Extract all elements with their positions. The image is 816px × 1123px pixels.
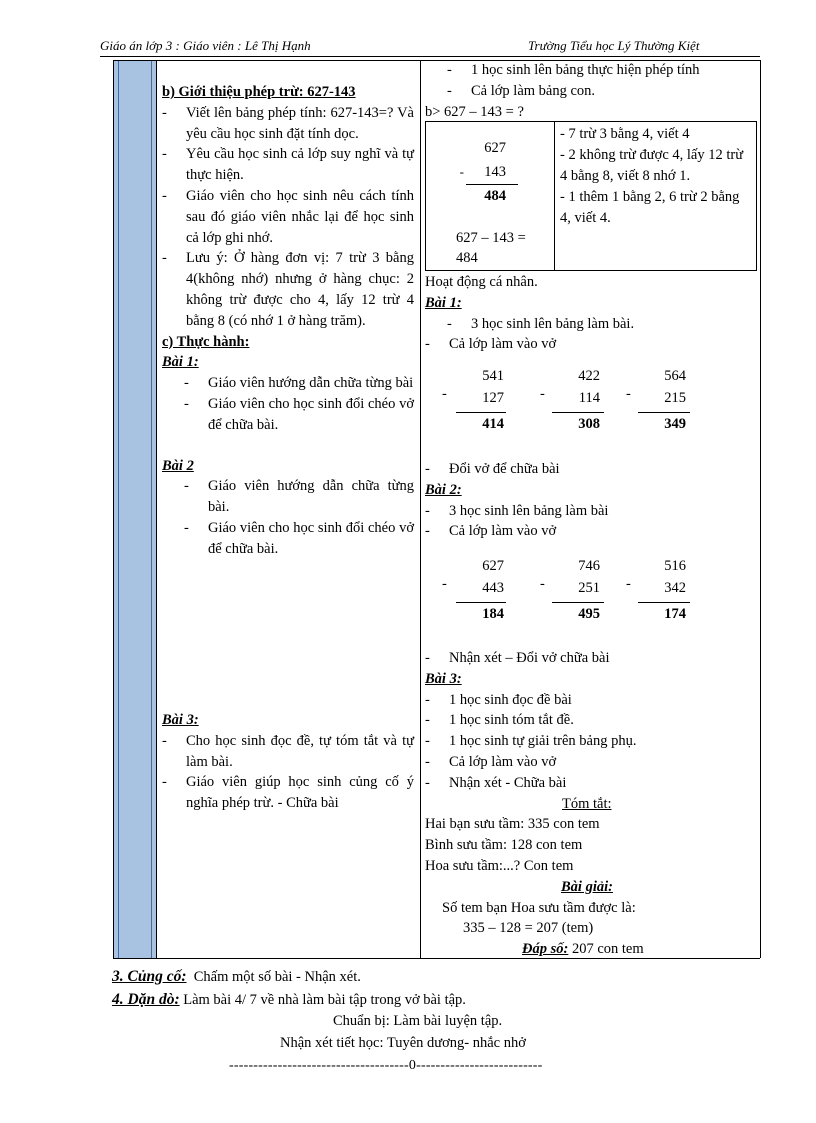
stripe-inner-border: [118, 60, 152, 958]
student-bai3: [425, 648, 760, 960]
list-item: - Cả lớp làm vào vở: [425, 523, 557, 540]
list-item: - 1 học sinh tự giải trên bảng phụ.: [425, 733, 637, 750]
student-bai2: [425, 459, 760, 542]
equation-result: 484: [456, 250, 478, 266]
list-item: - Giáo viên giúp học sinh củng cố ý nghĩa phép trừ. - Chữa bài: [162, 774, 414, 812]
tom-tat-label: Tóm tắt:: [562, 795, 612, 812]
list-item: - Viết lên bảng phép tính: 627-143=? Và yêu cầu học sinh đặt tính dọc.: [162, 104, 414, 142]
list-item: - 3 học sinh lên bảng làm bài: [425, 502, 609, 519]
list-item: - Giáo viên cho học sinh nêu cách tính sau đó giáo viên nhắc lại để học sinh cả lớp ghi nhớ.: [162, 187, 414, 246]
hoat-dong: Hoạt động cá nhân.: [425, 274, 538, 290]
list-item: - Nhận xét – Đổi vở chữa bài: [425, 650, 610, 666]
table-right-border: [760, 60, 761, 958]
list-item: - Cả lớp làm vào vở: [425, 753, 557, 770]
minus-sign: -: [459, 164, 464, 179]
bai1-label: Bài 1:: [162, 354, 199, 371]
section-c-heading: c) Thực hành:: [162, 333, 250, 350]
chuan-bi: Chuẩn bị: Làm bài luyện tập.: [333, 1013, 503, 1029]
teacher-bai3: [162, 710, 414, 814]
list-item: - 1 học sinh tóm tắt đề.: [425, 712, 574, 729]
header-school: Trường Tiểu học Lý Thường Kiệt: [528, 38, 700, 53]
dap-so: Đáp số: 207 con tem: [522, 941, 644, 958]
header-rule: [100, 56, 760, 57]
equation: 627 – 143 =: [456, 230, 526, 246]
giai-line: Số tem bạn Hoa sưu tầm được là:: [442, 899, 636, 916]
bai1-label: Bài 1:: [425, 294, 462, 311]
header-teacher: Giáo án lớp 3 : Giáo viên : Lê Thị Hạnh: [100, 38, 311, 53]
list-item: - 3 học sinh lên bảng làm bài.: [447, 315, 635, 332]
list-item: - Nhận xét - Chữa bài: [425, 774, 567, 791]
calc-box: [425, 121, 757, 271]
list-item: - 1 học sinh đọc đề bài: [425, 691, 572, 708]
end-separator: -------------------------------------0--------------------------: [229, 1058, 543, 1073]
section-b-heading: b) Giới thiệu phép trừ: 627-143: [162, 84, 356, 100]
column-divider: [420, 60, 421, 958]
subtrahend: 143: [484, 164, 506, 180]
list-item: - Yêu cầu học sinh cả lớp suy nghĩ và tự thực hiện.: [162, 146, 414, 184]
list-item: - Giáo viên cho học sinh đổi chéo vở để chữa bài.: [184, 519, 414, 557]
bai-giai-label: Bài giải:: [561, 878, 613, 895]
dan-do: 4. Dặn dò: Làm bài 4/ 7 về nhà làm bài tập trong vở bài tập.: [112, 991, 466, 1008]
list-item: - Cho học sinh đọc đề, tự tóm tắt và tự làm bài.: [162, 732, 414, 770]
calc-steps: - 7 trừ 3 bằng 4, viết 4 - 2 không trừ được 4, lấy 12 trừ 4 bằng 8, viết 8 nhớ 1. - 1 thêm 1 bằng 2, 6 trừ 2 bằng 4, viết 4.: [560, 126, 744, 226]
list-item: - Giáo viên cho học sinh đổi chéo vở để chữa bài.: [184, 395, 414, 433]
sum-rule: [466, 184, 518, 185]
minuend: 627: [484, 140, 506, 156]
tom-tat-line: Hoa sưu tầm:...? Con tem: [425, 857, 574, 874]
difference: 484: [484, 188, 506, 204]
bai2-label: Bài 2:: [425, 481, 462, 498]
student-top: [425, 60, 760, 122]
list-item: - Đổi vở để chữa bài: [425, 461, 560, 477]
nhan-xet-tiet-hoc: Nhận xét tiết học: Tuyên dương- nhắc nhở: [280, 1035, 526, 1051]
bai2-label: Bài 2: [162, 457, 194, 474]
bai3-label: Bài 3:: [162, 712, 199, 728]
cung-co: 3. Củng cố: Chấm một số bài - Nhận xét.: [112, 968, 361, 985]
tom-tat-line: Hai bạn sưu tầm: 335 con tem: [425, 816, 600, 833]
list-item: - Cả lớp làm vào vở: [425, 336, 557, 353]
calc-divider: [554, 122, 555, 270]
tom-tat-line: Bình sưu tầm: 128 con tem: [425, 837, 583, 854]
list-item: - 1 học sinh lên bảng thực hiện phép tính: [447, 62, 700, 78]
list-item: - Giáo viên hướng dẫn chữa từng bài.: [184, 478, 414, 516]
list-item: - Giáo viên hướng dẫn chữa từng bài: [184, 375, 414, 392]
list-item: - Lưu ý: Ở hàng đơn vị: 7 trừ 3 bằng 4(không nhớ) nhưng ở hàng chục: 2 không trừ được cho 4, lấy 12 trừ 4 bằng 8 (có nhớ 1 ở hàng trăm).: [162, 250, 414, 329]
student-bai1: [425, 272, 760, 355]
giai-calc: 335 – 128 = 207 (tem): [463, 920, 594, 937]
list-item: - Cả lớp làm bảng con.: [447, 82, 596, 99]
bai3-label: Bài 3:: [425, 670, 462, 687]
b-problem: b> 627 – 143 = ?: [425, 103, 524, 120]
teacher-activities-column: [162, 82, 414, 560]
